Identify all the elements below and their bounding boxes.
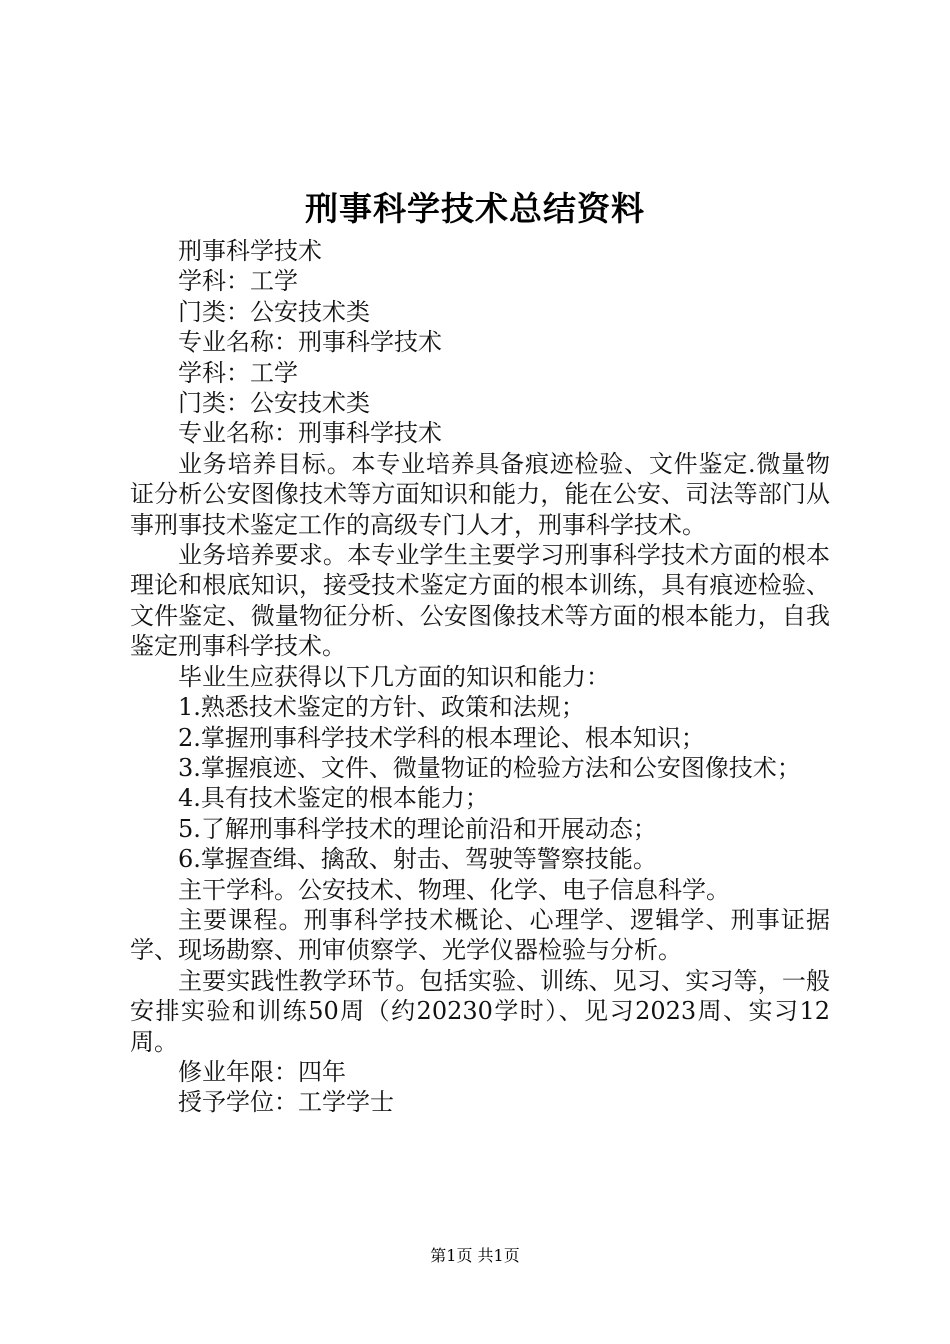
paragraph: 授予学位：工学学士 bbox=[178, 1088, 394, 1117]
paragraph: 专业名称：刑事科学技术 bbox=[178, 419, 442, 448]
paragraph: 主干学科。公安技术、物理、化学、电子信息科学。 bbox=[178, 875, 730, 904]
list-item: 5.了解刑事科学技术的理论前沿和开展动态； bbox=[178, 814, 657, 843]
list-item: 6.掌握查缉、擒敌、射击、驾驶等警察技能。 bbox=[178, 845, 657, 874]
paragraph: 业务培养目标。本专业培养具备痕迹检验、文件鉴定.微量物证分析公安图像技术等方面知识和能力，能在公安、司法等部门从事刑事技术鉴定工作的高级专门人才，刑事科学技术。 bbox=[130, 449, 830, 539]
paragraph: 学科：工学 bbox=[178, 267, 298, 296]
paragraph: 修业年限：四年 bbox=[178, 1057, 346, 1086]
list-item: 1.熟悉技术鉴定的方针、政策和法规； bbox=[178, 693, 585, 722]
paragraph: 学科：工学 bbox=[178, 358, 298, 387]
list-item: 2.掌握刑事科学技术学科的根本理论、根本知识； bbox=[178, 723, 705, 752]
paragraph: 业务培养要求。本专业学生主要学习刑事科学技术方面的根本理论和根底知识，接受技术鉴定方面的根本训练，具有痕迹检验、文件鉴定、微量物征分析、公安图像技术等方面的根本能力，自我鉴定刑事科学技术。 bbox=[130, 541, 830, 661]
paragraph: 主要实践性教学环节。包括实验、训练、见习、实习等，一般安排实验和训练50周（约20230学时）、见习2023周、实习12周。 bbox=[130, 966, 830, 1056]
paragraph: 门类：公安技术类 bbox=[178, 389, 370, 418]
paragraph: 专业名称：刑事科学技术 bbox=[178, 328, 442, 357]
list-item: 3.掌握痕迹、文件、微量物证的检验方法和公安图像技术； bbox=[178, 753, 801, 782]
page-footer: 第1页 共1页 bbox=[430, 1246, 520, 1265]
paragraph: 刑事科学技术 bbox=[178, 237, 322, 265]
list-item: 4.具有技术鉴定的根本能力； bbox=[178, 784, 489, 813]
paragraph: 主要课程。刑事科学技术概论、心理学、逻辑学、刑事证据学、现场勘察、刑审侦察学、光学仪器检验与分析。 bbox=[130, 905, 830, 965]
paragraph: 门类：公安技术类 bbox=[178, 297, 370, 326]
document-body bbox=[130, 236, 830, 1118]
paragraph: 毕业生应获得以下几方面的知识和能力： bbox=[178, 662, 610, 691]
document-title: 刑事科学技术总结资料 bbox=[305, 189, 645, 228]
